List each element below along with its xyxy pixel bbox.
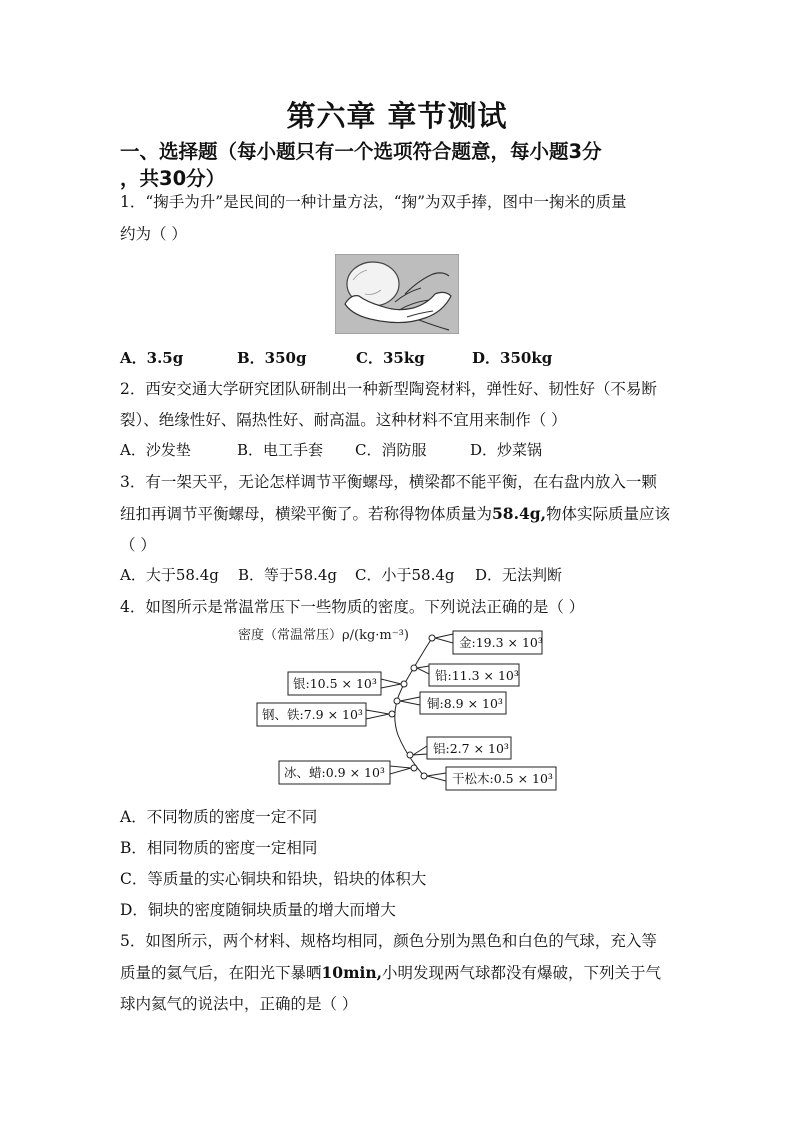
q5-text-line3: 球内氦气的说法中，正确的是（ ） bbox=[120, 995, 358, 1013]
point-silver bbox=[401, 681, 407, 687]
page-title: 第六章 章节测试 bbox=[286, 99, 508, 133]
point-dry-pine bbox=[421, 773, 427, 779]
point-gold bbox=[429, 635, 435, 641]
label-aluminum: 铝:2.7 × 10³ bbox=[433, 741, 509, 756]
q1-text-line1: 1．“掬手为升”是民间的一种计量方法，“掬”为双手捧，图中一掬米的质量 bbox=[120, 193, 627, 211]
q5-line2-time: 10min, bbox=[321, 963, 383, 982]
q5-text-line2 bbox=[120, 961, 661, 983]
q2-option-d[interactable]: D．炒菜锅 bbox=[470, 441, 543, 459]
q4-option-d[interactable]: D．铜块的密度随铜块质量的增大而增大 bbox=[120, 901, 396, 919]
q4-option-a[interactable]: A．不同物质的密度一定不同 bbox=[120, 808, 318, 826]
label-copper: 铜:8.9 × 10³ bbox=[427, 696, 503, 711]
q1-option-c[interactable]: C．35kg bbox=[356, 349, 425, 367]
q3-option-b[interactable]: B．等于58.4g bbox=[238, 566, 338, 584]
label-gold: 金:19.3 × 10³ bbox=[459, 635, 543, 650]
q2-option-b[interactable]: B．电工手套 bbox=[237, 441, 324, 459]
section-heading-line1: 一、选择题（每小题只有一个选项符合题意，每小题3分 bbox=[120, 140, 602, 163]
label-lead: 铅:11.3 × 10³ bbox=[435, 668, 519, 683]
q5-line2-post: 小明发现两气球都没有爆破，下列关于气 bbox=[382, 964, 662, 982]
q3-option-c[interactable]: C．小于58.4g bbox=[355, 566, 455, 584]
callout-aluminum bbox=[413, 746, 427, 755]
q2-option-a[interactable]: A．沙发垫 bbox=[120, 441, 191, 459]
q3-text-line3: （ ） bbox=[120, 536, 156, 554]
callout-copper bbox=[400, 697, 420, 705]
label-dry-pine: 干松木:0.5 × 10³ bbox=[452, 771, 553, 786]
q3-text-line1: 3．有一架天平，无论怎样调节平衡螺母，横梁都不能平衡，在右盘内放入一颗 bbox=[120, 473, 657, 491]
q4-option-c[interactable]: C．等质量的实心铜块和铅块，铅块的体积大 bbox=[120, 870, 427, 888]
callout-lead bbox=[417, 666, 429, 674]
callout-silver bbox=[381, 679, 401, 688]
callout-ice-wax bbox=[390, 766, 411, 774]
callout-steel-iron bbox=[366, 710, 389, 719]
q4-option-b[interactable]: B．相同物质的密度一定相同 bbox=[120, 839, 318, 857]
q2-text-line1: 2．西安交通大学研究团队研制出一种新型陶瓷材料，弹性好、韧性好（不易断 bbox=[120, 380, 657, 398]
q1-option-d[interactable]: D．350kg bbox=[472, 349, 553, 367]
q2-option-c[interactable]: C．消防服 bbox=[355, 441, 427, 459]
q5-line2-pre: 质量的氦气后，在阳光下暴晒 bbox=[120, 964, 322, 982]
q1-text-line2: 约为（ ） bbox=[120, 225, 187, 243]
point-aluminum bbox=[407, 752, 413, 758]
q2-text-line2: 裂）、绝缘性好、隔热性好、耐高温。这种材料不宜用来制作（ ） bbox=[120, 411, 567, 429]
label-ice-wax: 冰、蜡:0.9 × 10³ bbox=[284, 765, 385, 780]
density-axis-label: 密度（常温常压）ρ/(kg·m⁻³) bbox=[238, 628, 409, 643]
label-steel-iron: 钢、铁:7.9 × 10³ bbox=[262, 707, 363, 722]
q5-text-line1: 5．如图所示，两个材料、规格均相同，颜色分别为黑色和白色的气球，充入等 bbox=[120, 932, 657, 950]
q3-line2-post: 物体实际质量应该 bbox=[546, 505, 671, 523]
callout-gold bbox=[435, 634, 453, 643]
q4-text-line1: 4．如图所示是常温常压下一些物质的密度。下列说法正确的是（ ） bbox=[120, 598, 585, 616]
q3-option-d[interactable]: D．无法判断 bbox=[475, 566, 563, 584]
point-ice-wax bbox=[411, 765, 417, 771]
q3-line2-mass: 58.4g, bbox=[492, 504, 547, 523]
point-steel-iron bbox=[389, 711, 395, 717]
point-copper bbox=[394, 698, 400, 704]
q1-option-b[interactable]: B．350g bbox=[237, 349, 307, 367]
q3-line2-pre: 纽扣再调节平衡螺母，横梁平衡了。若称得物体质量为 bbox=[120, 505, 493, 523]
label-silver: 银:10.5 × 10³ bbox=[293, 676, 377, 691]
q3-option-a[interactable]: A．大于58.4g bbox=[120, 566, 219, 584]
callout-dry-pine bbox=[427, 773, 446, 781]
q1-option-a[interactable]: A．3.5g bbox=[120, 349, 184, 367]
section-heading-line2: ，共30分） bbox=[120, 167, 226, 190]
